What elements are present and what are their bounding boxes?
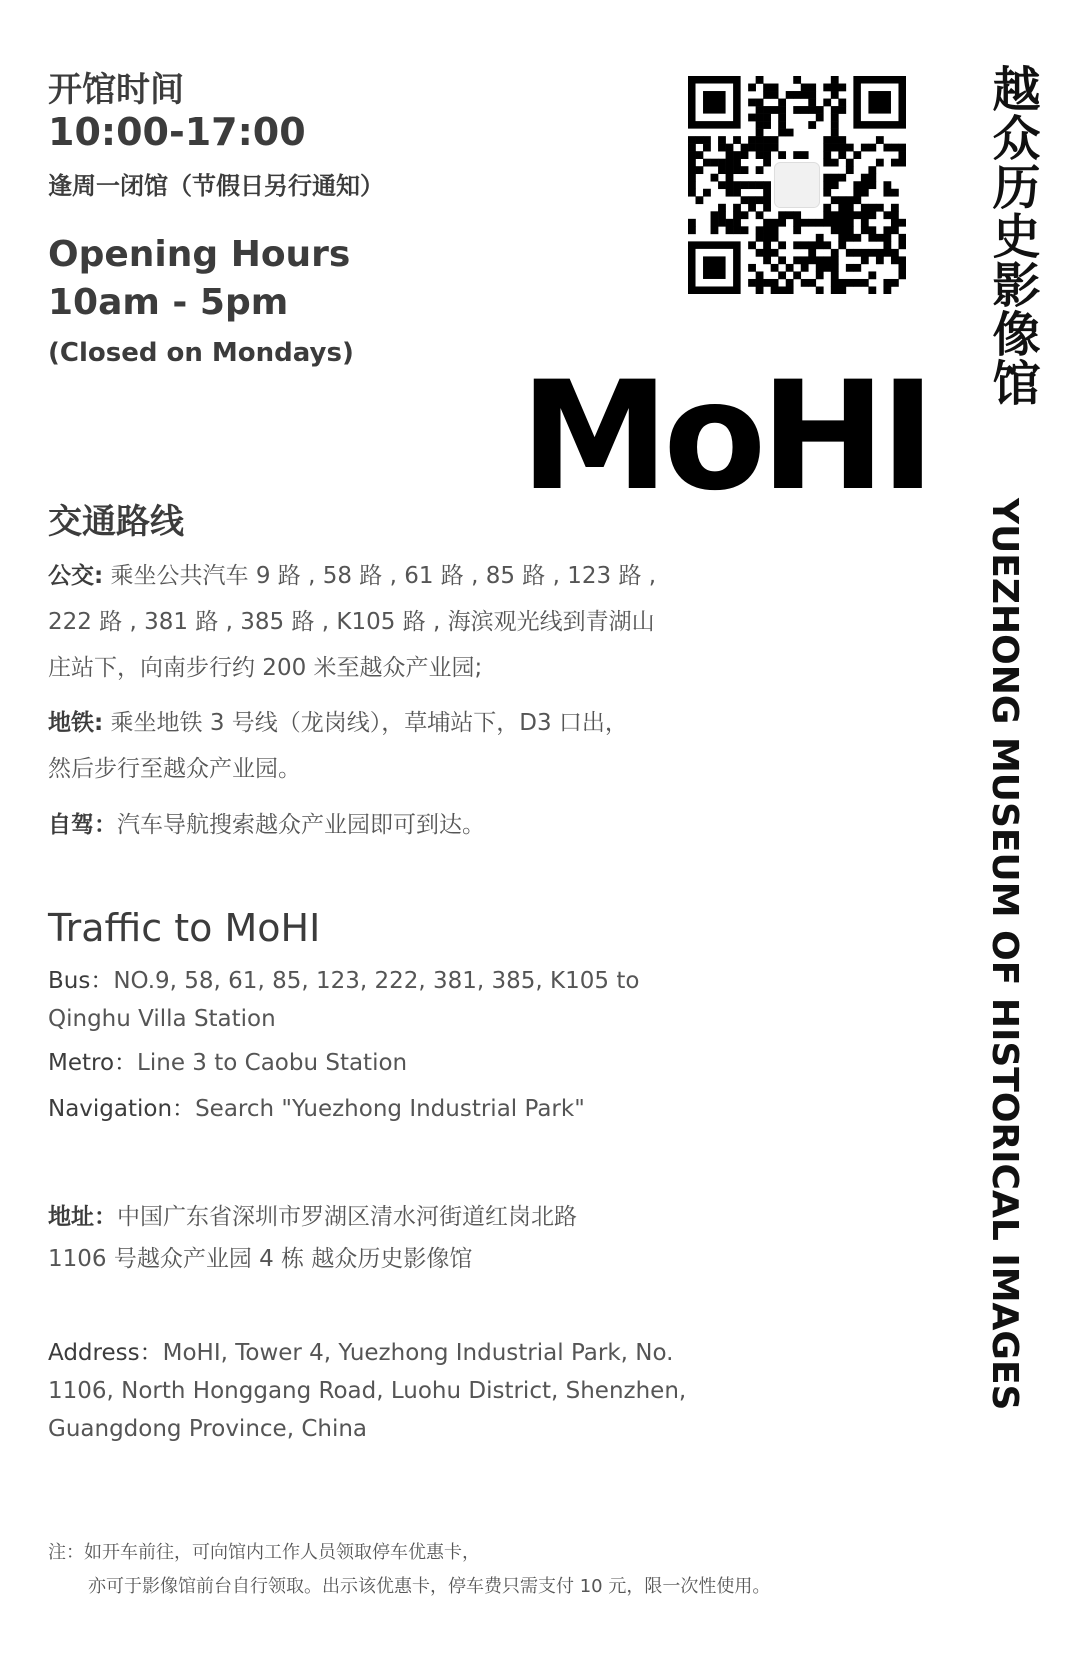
opening-time-zh: 10:00-17:00 <box>48 110 306 154</box>
address-zh-text1: 中国广东省深圳市罗湖区清水河街道红岗北路 <box>117 1204 577 1230</box>
traffic-bus-zh <box>48 553 656 691</box>
traffic-bus-en-text1: NO.9, 58, 61, 85, 123, 222, 381, 385, K105 to <box>113 968 640 994</box>
address-zh-line2: 1106 号越众产业园 4 栋 越众历史影像馆 <box>48 1246 473 1272</box>
traffic-title-zh: 交通路线 <box>48 502 184 542</box>
address-zh-label: 地址： <box>48 1204 117 1230</box>
traffic-metro-zh-text1: 乘坐地铁 3 号线（龙岗线），草埔站下，D3 口出， <box>110 710 628 736</box>
traffic-bus-en-label: Bus： <box>48 968 114 994</box>
address-en-line3: Guangdong Province, China <box>48 1416 368 1442</box>
traffic-nav-en-line1 <box>48 1090 585 1128</box>
side-title-en: YUEZHONG MUSEUM OF HISTORICAL IMAGES <box>984 498 1025 1411</box>
traffic-bus-en <box>48 962 639 1038</box>
opening-note-zh: 逢周一闭馆（节假日另行通知） <box>48 172 384 200</box>
parking-note-line2: 亦可于影像馆前台自行领取。出示该优惠卡，停车费只需支付 10 元，限一次性使用。 <box>88 1576 771 1597</box>
traffic-drive-zh-text1: 汽车导航搜索越众产业园即可到达。 <box>117 812 485 838</box>
traffic-nav-en <box>48 1090 585 1128</box>
traffic-metro-zh <box>48 700 628 792</box>
address-en <box>48 1334 686 1448</box>
opening-title-zh: 开馆时间 <box>48 70 184 110</box>
traffic-nav-en-text1: Search "Yuezhong Industrial Park" <box>195 1096 585 1122</box>
traffic-bus-zh-line1 <box>48 553 656 599</box>
traffic-metro-zh-line2: 然后步行至越众产业园。 <box>48 756 301 782</box>
traffic-bus-zh-line2: 222 路 , 381 路 , 385 路 , K105 路 , 海滨观光线到青湖山 <box>48 609 655 635</box>
traffic-metro-zh-line1 <box>48 700 628 746</box>
parking-note-line1: 注：如开车前往，可向馆内工作人员领取停车优惠卡， <box>48 1542 480 1563</box>
traffic-bus-zh-text1: 乘坐公共汽车 9 路 , 58 路 , 61 路 , 85 路 , 123 路 , <box>110 563 657 589</box>
traffic-drive-zh <box>48 802 485 848</box>
address-en-line1 <box>48 1334 686 1372</box>
mohi-logo: MoHI <box>520 350 930 524</box>
side-title-zh: 越众历史影像馆 <box>984 64 1040 407</box>
traffic-bus-en-line2: Qinghu Villa Station <box>48 1006 276 1032</box>
opening-title-en: Opening Hours <box>48 234 351 275</box>
traffic-metro-en-text1: Line 3 to Caobu Station <box>137 1050 408 1076</box>
opening-time-en: 10am - 5pm <box>48 282 289 323</box>
traffic-metro-en <box>48 1044 407 1082</box>
address-zh-line1 <box>48 1196 577 1238</box>
address-en-line2: 1106, North Honggang Road, Luohu District, Shenzhen, <box>48 1378 687 1404</box>
traffic-bus-zh-line3: 庄站下，向南步行约 200 米至越众产业园; <box>48 655 483 681</box>
qr-code-graphic <box>688 76 906 294</box>
traffic-drive-zh-line1 <box>48 802 485 848</box>
opening-note-en: (Closed on Mondays) <box>48 338 354 368</box>
traffic-metro-en-label: Metro： <box>48 1050 138 1076</box>
parking-note <box>48 1536 770 1604</box>
traffic-bus-en-line1 <box>48 962 639 1000</box>
traffic-bus-zh-label: 公交: <box>48 563 104 589</box>
traffic-metro-zh-label: 地铁: <box>48 710 104 736</box>
address-en-label: Address： <box>48 1340 163 1366</box>
traffic-drive-zh-label: 自驾： <box>48 812 117 838</box>
traffic-nav-en-label: Navigation： <box>48 1096 196 1122</box>
traffic-title-en: Traffic to MoHI <box>48 906 321 950</box>
address-en-text1: MoHI, Tower 4, Yuezhong Industrial Park, No. <box>162 1340 674 1366</box>
address-zh <box>48 1196 577 1280</box>
qr-code <box>688 76 906 294</box>
traffic-metro-en-line1 <box>48 1044 407 1082</box>
